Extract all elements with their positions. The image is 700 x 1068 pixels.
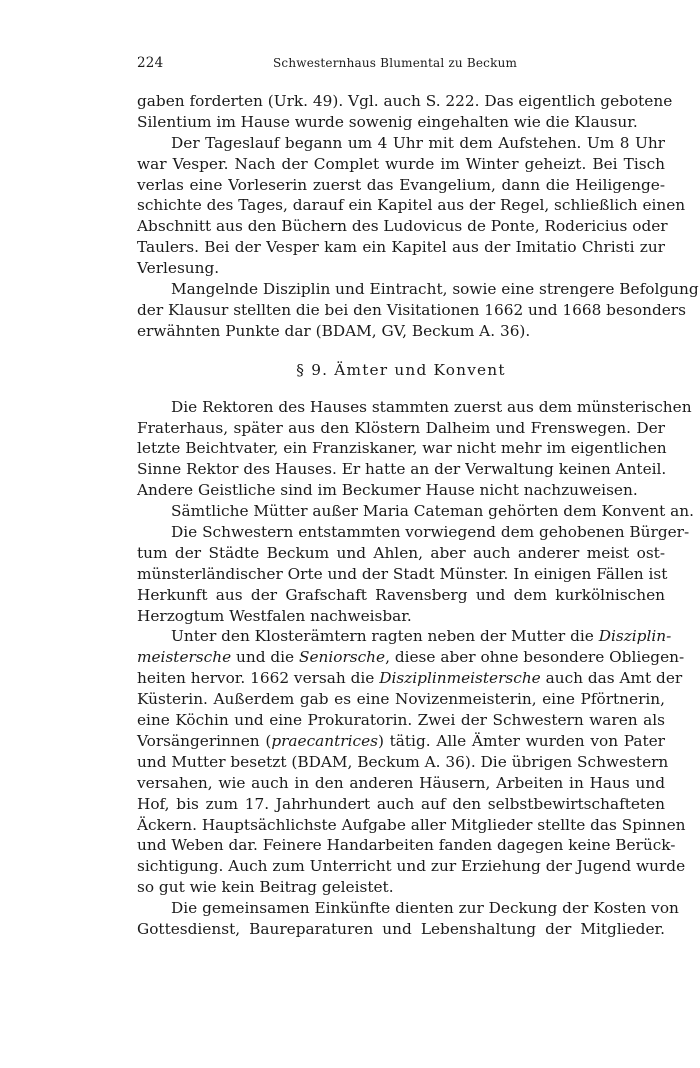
- text-line: meistersche und die Seniorsche, diese aber ohne besondere Obliegen-: [137, 648, 685, 667]
- text-line: verlas eine Vorleserin zuerst das Evangelium, dann die Heiligenge-: [137, 175, 665, 194]
- text-line: gaben forderten (Urk. 49). Vgl. auch S. 222. Das eigentlich gebotene: [137, 92, 673, 110]
- text-line: Fraterhaus, später aus den Klöstern Dalheim und Frenswegen. Der: [137, 418, 665, 437]
- running-head: [137, 55, 665, 77]
- italic-term: praecantrices: [271, 731, 378, 750]
- text-line: erwähnten Punkte dar (BDAM, GV, Beckum A. 36).: [137, 321, 531, 340]
- text-line: Äckern. Hauptsächlichste Aufgabe aller Mitglieder stellte das Spinnen: [137, 815, 686, 834]
- paragraph: [137, 501, 694, 522]
- paragraph: [137, 626, 686, 898]
- text-line: Abschnitt aus den Büchern des Ludovicus de Ponte, Rodericius oder: [137, 217, 668, 236]
- text-line: Verlesung.: [137, 259, 220, 278]
- italic-term: Disziplin-: [598, 627, 672, 646]
- text-line: Hof, bis zum 17. Jahrhundert auch auf den selbstbewirtschafteten: [137, 794, 665, 813]
- text-line: Unter den Klosterämtern ragten neben der Mutter die Disziplin-: [171, 627, 672, 646]
- paragraph: [137, 898, 679, 940]
- text-line: sichtigung. Auch zum Unterricht und zur Erziehung der Jugend wurde: [137, 857, 686, 876]
- italic-term: Seniorsche: [298, 648, 386, 667]
- text-line: und Mutter besetzt (BDAM, Beckum A. 36). Die übrigen Schwestern: [137, 752, 669, 771]
- text-line: heiten hervor. 1662 versah die Disziplinmeistersche auch das Amt der: [137, 669, 683, 688]
- text-line: schichte des Tages, darauf ein Kapitel aus der Regel, schließlich einen: [137, 196, 686, 215]
- text-line: tum der Städte Beckum und Ahlen, aber auch anderer meist ost-: [137, 543, 665, 562]
- running-title: Schwesternhaus Blumental zu Beckum: [273, 56, 518, 70]
- text-line: münsterländischer Orte und der Stadt Münster. In einigen Fällen ist: [137, 564, 668, 583]
- text-line: der Klausur stellten die bei den Visitationen 1662 und 1668 besonders: [137, 300, 686, 319]
- text-line: Die gemeinsamen Einkünfte dienten zur Deckung der Kosten von: [171, 899, 679, 918]
- text-line: Sämtliche Mütter außer Maria Cateman gehörten dem Konvent an.: [171, 502, 694, 521]
- book-page: [137, 55, 699, 940]
- text-line: Vorsängerinnen (praecantrices) tätig. Alle Ämter wurden von Pater: [137, 731, 665, 750]
- paragraph: [137, 133, 686, 279]
- text-line: Herzogtum Westfalen nachweisbar.: [137, 606, 412, 625]
- paragraph: [137, 279, 699, 342]
- text-line: Taulers. Bei der Vesper kam ein Kapitel aus der Imitatio Christi zur: [137, 238, 665, 257]
- paragraph: [137, 397, 692, 501]
- italic-term: Disziplinmeistersche: [379, 669, 541, 688]
- paragraph: [137, 522, 690, 626]
- text-line: Der Tageslauf begann um 4 Uhr mit dem Aufstehen. Um 8 Uhr: [171, 133, 665, 152]
- paragraph: [137, 91, 673, 133]
- text-line: Mangelnde Disziplin und Eintracht, sowie eine strengere Befolgung: [171, 280, 699, 299]
- text-line: und Weben dar. Feinere Handarbeiten fanden dagegen keine Berück-: [137, 836, 676, 855]
- italic-term: meistersche: [137, 648, 232, 667]
- text-line: Küsterin. Außerdem gab es eine Novizenmeisterin, eine Pförtnerin,: [137, 690, 665, 709]
- text-line: so gut wie kein Beitrag geleistet.: [137, 878, 394, 897]
- text-line: eine Köchin und eine Prokuratorin. Zwei der Schwestern waren als: [137, 711, 665, 730]
- text-line: Gottesdienst, Baureparaturen und Lebenshaltung der Mitglieder.: [137, 919, 665, 938]
- text-line: versahen, wie auch in den anderen Häusern, Arbeiten in Haus und: [137, 773, 665, 792]
- body-text: [137, 91, 699, 940]
- text-line: Herkunft aus der Grafschaft Ravensberg und dem kurkölnischen: [137, 585, 665, 604]
- text-line: war Vesper. Nach der Complet wurde im Winter geheizt. Bei Tisch: [137, 154, 665, 173]
- text-line: letzte Beichtvater, ein Franziskaner, war nicht mehr im eigentlichen: [137, 439, 667, 458]
- text-line: Sinne Rektor des Hauses. Er hatte an der Verwaltung keinen Anteil.: [137, 460, 667, 479]
- section-heading: § 9. Ämter und Konvent: [296, 360, 506, 379]
- page-number: 224: [137, 55, 164, 71]
- text-line: Andere Geistliche sind im Beckumer Hause nicht nachzuweisen.: [137, 481, 638, 500]
- text-line: Die Schwestern entstammten vorwiegend dem gehobenen Bürger-: [171, 523, 690, 542]
- text-line: Die Rektoren des Hauses stammten zuerst aus dem münsterischen: [171, 397, 692, 416]
- text-line: Silentium im Hause wurde sowenig eingehalten wie die Klausur.: [137, 112, 638, 131]
